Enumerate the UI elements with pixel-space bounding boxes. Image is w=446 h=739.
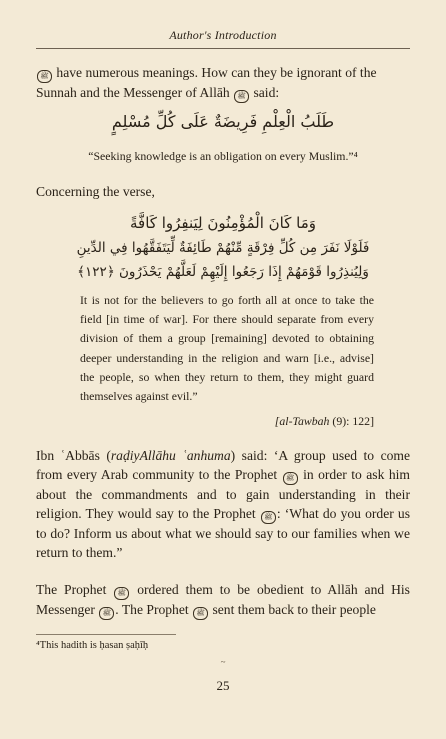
ornament-icon: ~ xyxy=(220,657,226,667)
salutation-seal-icon: ﷺ xyxy=(261,511,276,524)
footnote-rule xyxy=(36,634,176,635)
paragraph-4-b: ordered them to be obedient to Allāh and His Messenger xyxy=(36,582,410,617)
footnote-text: This hadith is ḥasan ṣaḥīḥ xyxy=(39,640,149,651)
verse-reference-number: (9): 122] xyxy=(332,414,374,428)
paragraph-1 xyxy=(36,63,410,103)
salutation-seal-icon: ﷺ xyxy=(234,90,249,103)
paragraph-3-radiy: raḍiyAllāhu ʿanhuma xyxy=(110,448,231,463)
paragraph-4 xyxy=(36,580,410,620)
paragraph-4-c: . The Prophet xyxy=(115,602,189,617)
paragraph-1-line-1: have numerous meanings. How can they be ignorant of the xyxy=(56,65,377,80)
paragraph-1-line-2a: Sunnah and the Messenger of Allāh xyxy=(36,85,230,100)
paragraph-1-line-2b: said: xyxy=(253,85,280,100)
verse-arabic-line-3: وَلِيُنذِرُوا قَوْمَهُمْ إِذَا رَجَعُوا إِلَيْهِمْ لَعَلَّهُمْ يَحْذَرُونَ ﴿١٢٢﴾ xyxy=(77,264,369,280)
hadith-arabic: طَلَبُ الْعِلْمِ فَرِيضَةٌ عَلَى كُلِّ مُسْلِمٍ xyxy=(111,112,335,131)
header-rule xyxy=(36,48,410,49)
paragraph-2: Concerning the verse, xyxy=(36,184,155,199)
paragraph-3-c: in order to ask him about the commandments and to gain understanding in their religion. They would say to the Prophet xyxy=(36,467,410,521)
verse-translation: It is not for the believers to go forth all at once to take the field [in time of war]. For there should separate from every division of them a group [remaining] devoted to obtaining deeper understanding in the religion and warn [i.e., advise] the people, so when they return to them, they might guard themselves against evil.” xyxy=(80,293,374,404)
paragraph-3 xyxy=(36,446,410,562)
paragraph-3-d: : ‘What do you order us to do? Inform us about what we should say to our families when we return to them.” xyxy=(36,506,410,560)
salutation-seal-icon: ﷺ xyxy=(283,472,298,485)
running-header: Author's Introduction xyxy=(169,28,277,42)
footnote xyxy=(36,640,148,651)
salutation-seal-icon: ﷺ xyxy=(99,607,114,620)
salutation-seal-icon: ﷺ xyxy=(114,587,129,600)
paragraph-4-a: The Prophet xyxy=(36,582,107,597)
verse-arabic-line-2: فَلَوْلَا نَفَرَ مِن كُلِّ فِرْقَةٍ مِّنْهُمْ طَائِفَةٌ لِّيَتَفَقَّهُوا فِي الدِّينِ xyxy=(76,240,370,256)
footnote-marker: ⁴ xyxy=(36,640,40,651)
verse-reference xyxy=(275,414,374,429)
hadith-translation: “Seeking knowledge is an obligation on every Muslim.”⁴ xyxy=(88,149,358,163)
verse-arabic-line-1: وَمَا كَانَ الْمُؤْمِنُونَ لِيَنفِرُوا كَافَّةً xyxy=(130,214,316,232)
salutation-seal-icon: ﷺ xyxy=(37,70,52,83)
paragraph-3-a: Ibn ʿAbbās ( xyxy=(36,448,111,463)
paragraph-4-d: sent them back to their people xyxy=(212,602,376,617)
paragraph-3-b: ) said: ‘A group used to come from every Arab community to the Prophet xyxy=(36,448,411,482)
salutation-seal-icon: ﷺ xyxy=(193,607,208,620)
page-number: 25 xyxy=(216,678,230,693)
verse-reference-surah: [al-Tawbah xyxy=(274,414,330,428)
